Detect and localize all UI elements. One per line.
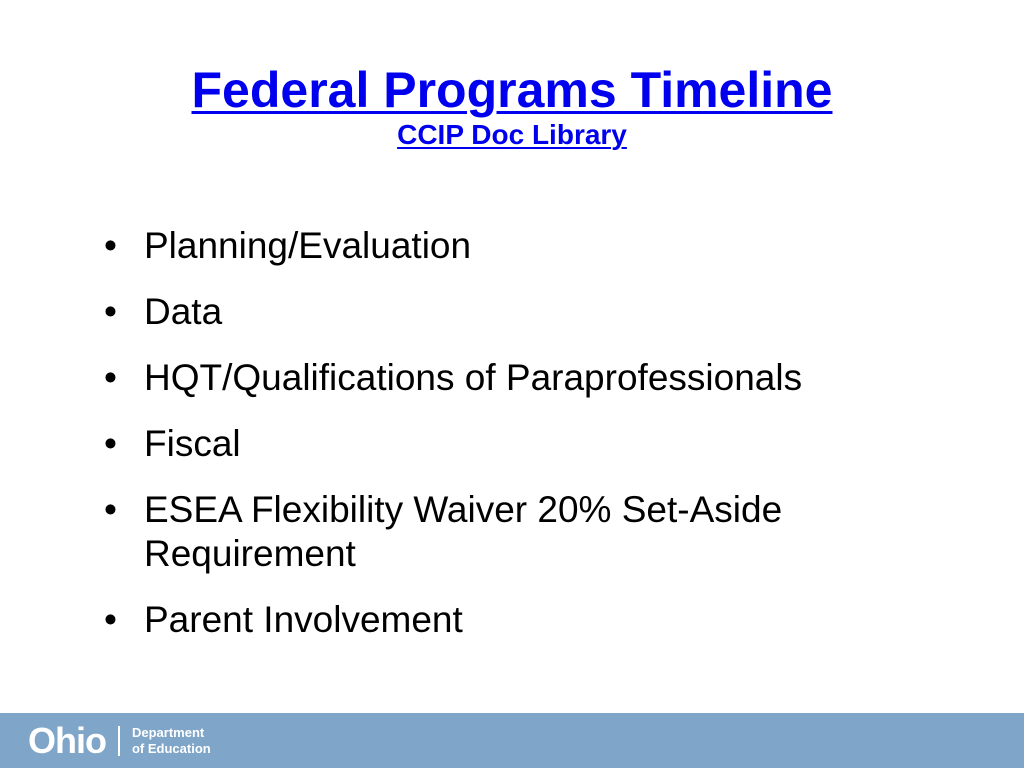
logo-dept-text (132, 725, 211, 757)
logo-divider (118, 726, 120, 756)
bullet-icon: • (104, 225, 117, 266)
title-block (0, 62, 1024, 152)
bullet-text: HQT/Qualifications of Paraprofessionals (144, 357, 803, 398)
bullet-item (98, 356, 978, 400)
logo-dept-line2: of Education (131, 741, 211, 756)
title-link[interactable]: Federal Programs Timeline (191, 62, 833, 118)
bullet-list (98, 224, 978, 664)
logo-ohio-text: Ohio (28, 720, 106, 761)
ohio-education-logo (28, 721, 211, 761)
bullet-icon: • (104, 357, 117, 398)
bullet-text: Data (144, 291, 223, 332)
bullet-icon: • (104, 489, 117, 530)
bullet-item (98, 224, 978, 268)
subtitle-link[interactable]: CCIP Doc Library (397, 119, 627, 150)
bullet-item (98, 488, 978, 576)
bullet-item (98, 598, 978, 642)
logo-dept-line1: Department (131, 725, 205, 740)
bullet-icon: • (104, 423, 117, 464)
bullet-icon: • (104, 291, 117, 332)
bullet-text: ESEA Flexibility Waiver 20% Set-Aside Requirement (144, 489, 783, 574)
bullet-item (98, 290, 978, 334)
bullet-icon: • (104, 599, 117, 640)
bullet-text: Parent Involvement (144, 599, 463, 640)
footer-bar (0, 713, 1024, 768)
bullet-text: Planning/Evaluation (144, 225, 472, 266)
bullet-text: Fiscal (144, 423, 241, 464)
bullet-item (98, 422, 978, 466)
